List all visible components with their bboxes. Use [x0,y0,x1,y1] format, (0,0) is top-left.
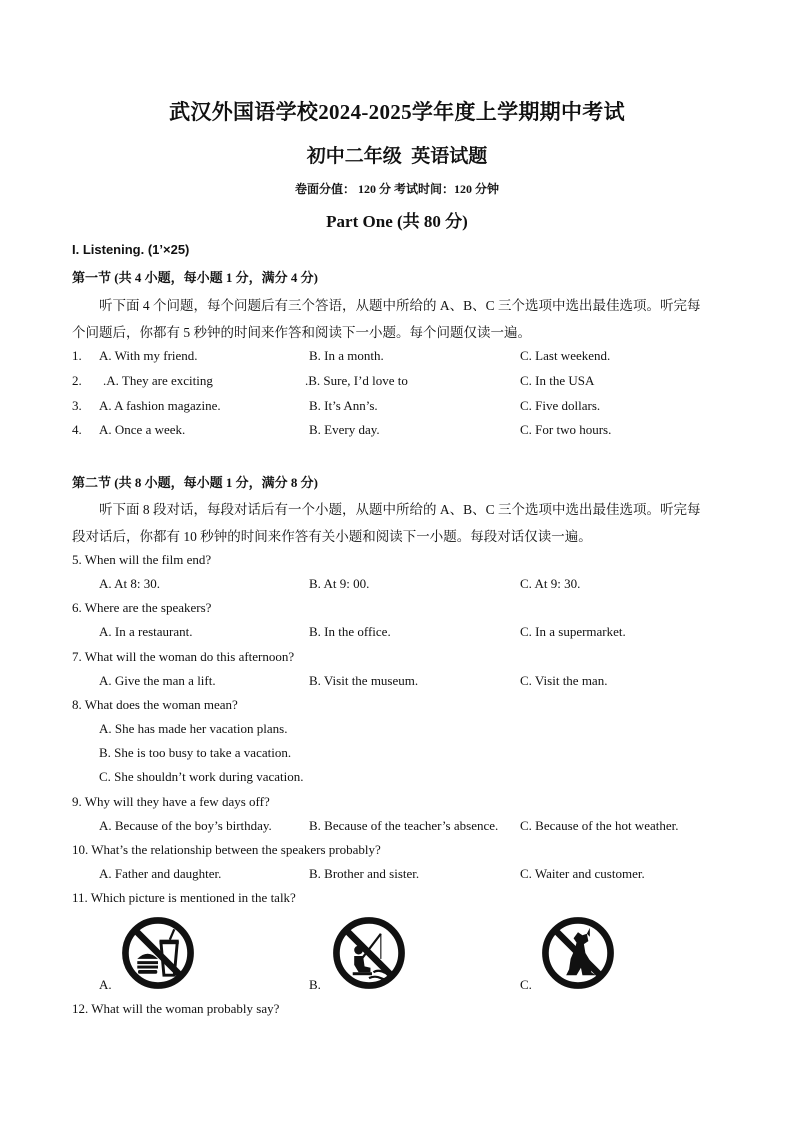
grade-label: 初中二年级 [306,146,402,167]
option-b: .B. Sure, I’d love to [305,373,408,388]
option-b: B. Brother and sister. [309,866,420,881]
option-a: A. Father and daughter. [99,866,222,881]
option-c: C. Waiter and customer. [520,866,645,881]
question-stem: 8. What does the woman mean? [72,697,238,712]
score-info: 卷面分值： 120 分 考试时间：120 分钟 [294,182,499,196]
option-a: A. A fashion magazine. [99,398,221,413]
part1-heading: 第一节 (共 4 小题，每小题 1 分，满分 4 分) [72,270,318,285]
exam-title: 武汉外国语学校2024-2025学年度上学期期中考试 [169,100,625,124]
option-c: C. At 9: 30. [520,576,581,591]
option-b-label: B. [309,977,321,992]
part2-instructions-line1: 听下面 8 段对话，每段对话后有一个小题，从题中所给的 A、B、C 三个选项中选出最佳选项。听完每 [99,502,701,517]
option-a: A. At 8: 30. [99,576,161,591]
option-b: B. She is too busy to take a vacation. [99,745,292,760]
question-stem: 11. Which picture is mentioned in the talk? [72,890,296,905]
option-b: B. Visit the museum. [309,673,419,688]
option-b: B. At 9: 00. [309,576,370,591]
no-food-drink-icon [121,916,195,990]
option-c: C. She shouldn’t work during vacation. [99,769,304,784]
option-a: .A. They are exciting [103,373,213,388]
option-a-label: A. [99,977,112,992]
option-a: A. Because of the boy’s birthday. [99,818,272,833]
option-c: C. In the USA [520,373,595,388]
option-c: C. In a supermarket. [520,624,626,639]
question-stem: 10. What’s the relationship between the speakers probably? [72,842,381,857]
part1-instructions-line2: 个问题后，你都有 5 秒钟的时间来作答和阅读下一小题。每个问题仅读一遍。 [72,325,531,340]
question-number: 2. [72,373,82,388]
question-stem: 5. When will the film end? [72,552,212,567]
question-stem: 7. What will the woman do this afternoon? [72,649,295,664]
question-number: 4. [72,422,82,437]
exam-subtitle [0,141,794,168]
option-a: A. With my friend. [99,348,198,363]
question-stem: 6. Where are the speakers? [72,600,212,615]
option-b: B. In a month. [309,348,384,363]
option-b: B. Because of the teacher’s absence. [309,818,499,833]
option-a: A. She has made her vacation plans. [99,721,288,736]
question-number: 1. [72,348,82,363]
listening-heading: I. Listening. (1’×25) [72,242,190,257]
option-c: C. Visit the man. [520,673,608,688]
question-stem: 9. Why will they have a few days off? [72,794,270,809]
option-a: A. In a restaurant. [99,624,193,639]
option-b: B. In the office. [309,624,391,639]
option-c: C. Five dollars. [520,398,601,413]
option-b: B. It’s Ann’s. [309,398,378,413]
question-number: 3. [72,398,82,413]
question-stem: 12. What will the woman probably say? [72,1001,280,1016]
part-title: Part One (共 80 分) [326,212,468,231]
part2-instructions-line2: 段对话后，你都有 10 秒钟的时间来作答有关小题和阅读下一小题。每段对话仅读一遍。 [72,529,592,544]
option-a: A. Once a week. [99,422,186,437]
option-c-label: C. [520,977,532,992]
part2-heading: 第二节 (共 8 小题，每小题 1 分，满分 8 分) [72,475,318,490]
option-c: C. Last weekend. [520,348,611,363]
no-fishing-icon [332,916,406,990]
option-c: C. For two hours. [520,422,612,437]
subject-label: 英语试题 [411,146,488,167]
option-a: A. Give the man a lift. [99,673,216,688]
part1-instructions-line1: 听下面 4 个问题，每个问题后有三个答语，从题中所给的 A、B、C 三个选项中选出最佳选项。听完每 [99,298,701,313]
option-b: B. Every day. [309,422,380,437]
no-dogs-icon [541,916,615,990]
option-c: C. Because of the hot weather. [520,818,679,833]
